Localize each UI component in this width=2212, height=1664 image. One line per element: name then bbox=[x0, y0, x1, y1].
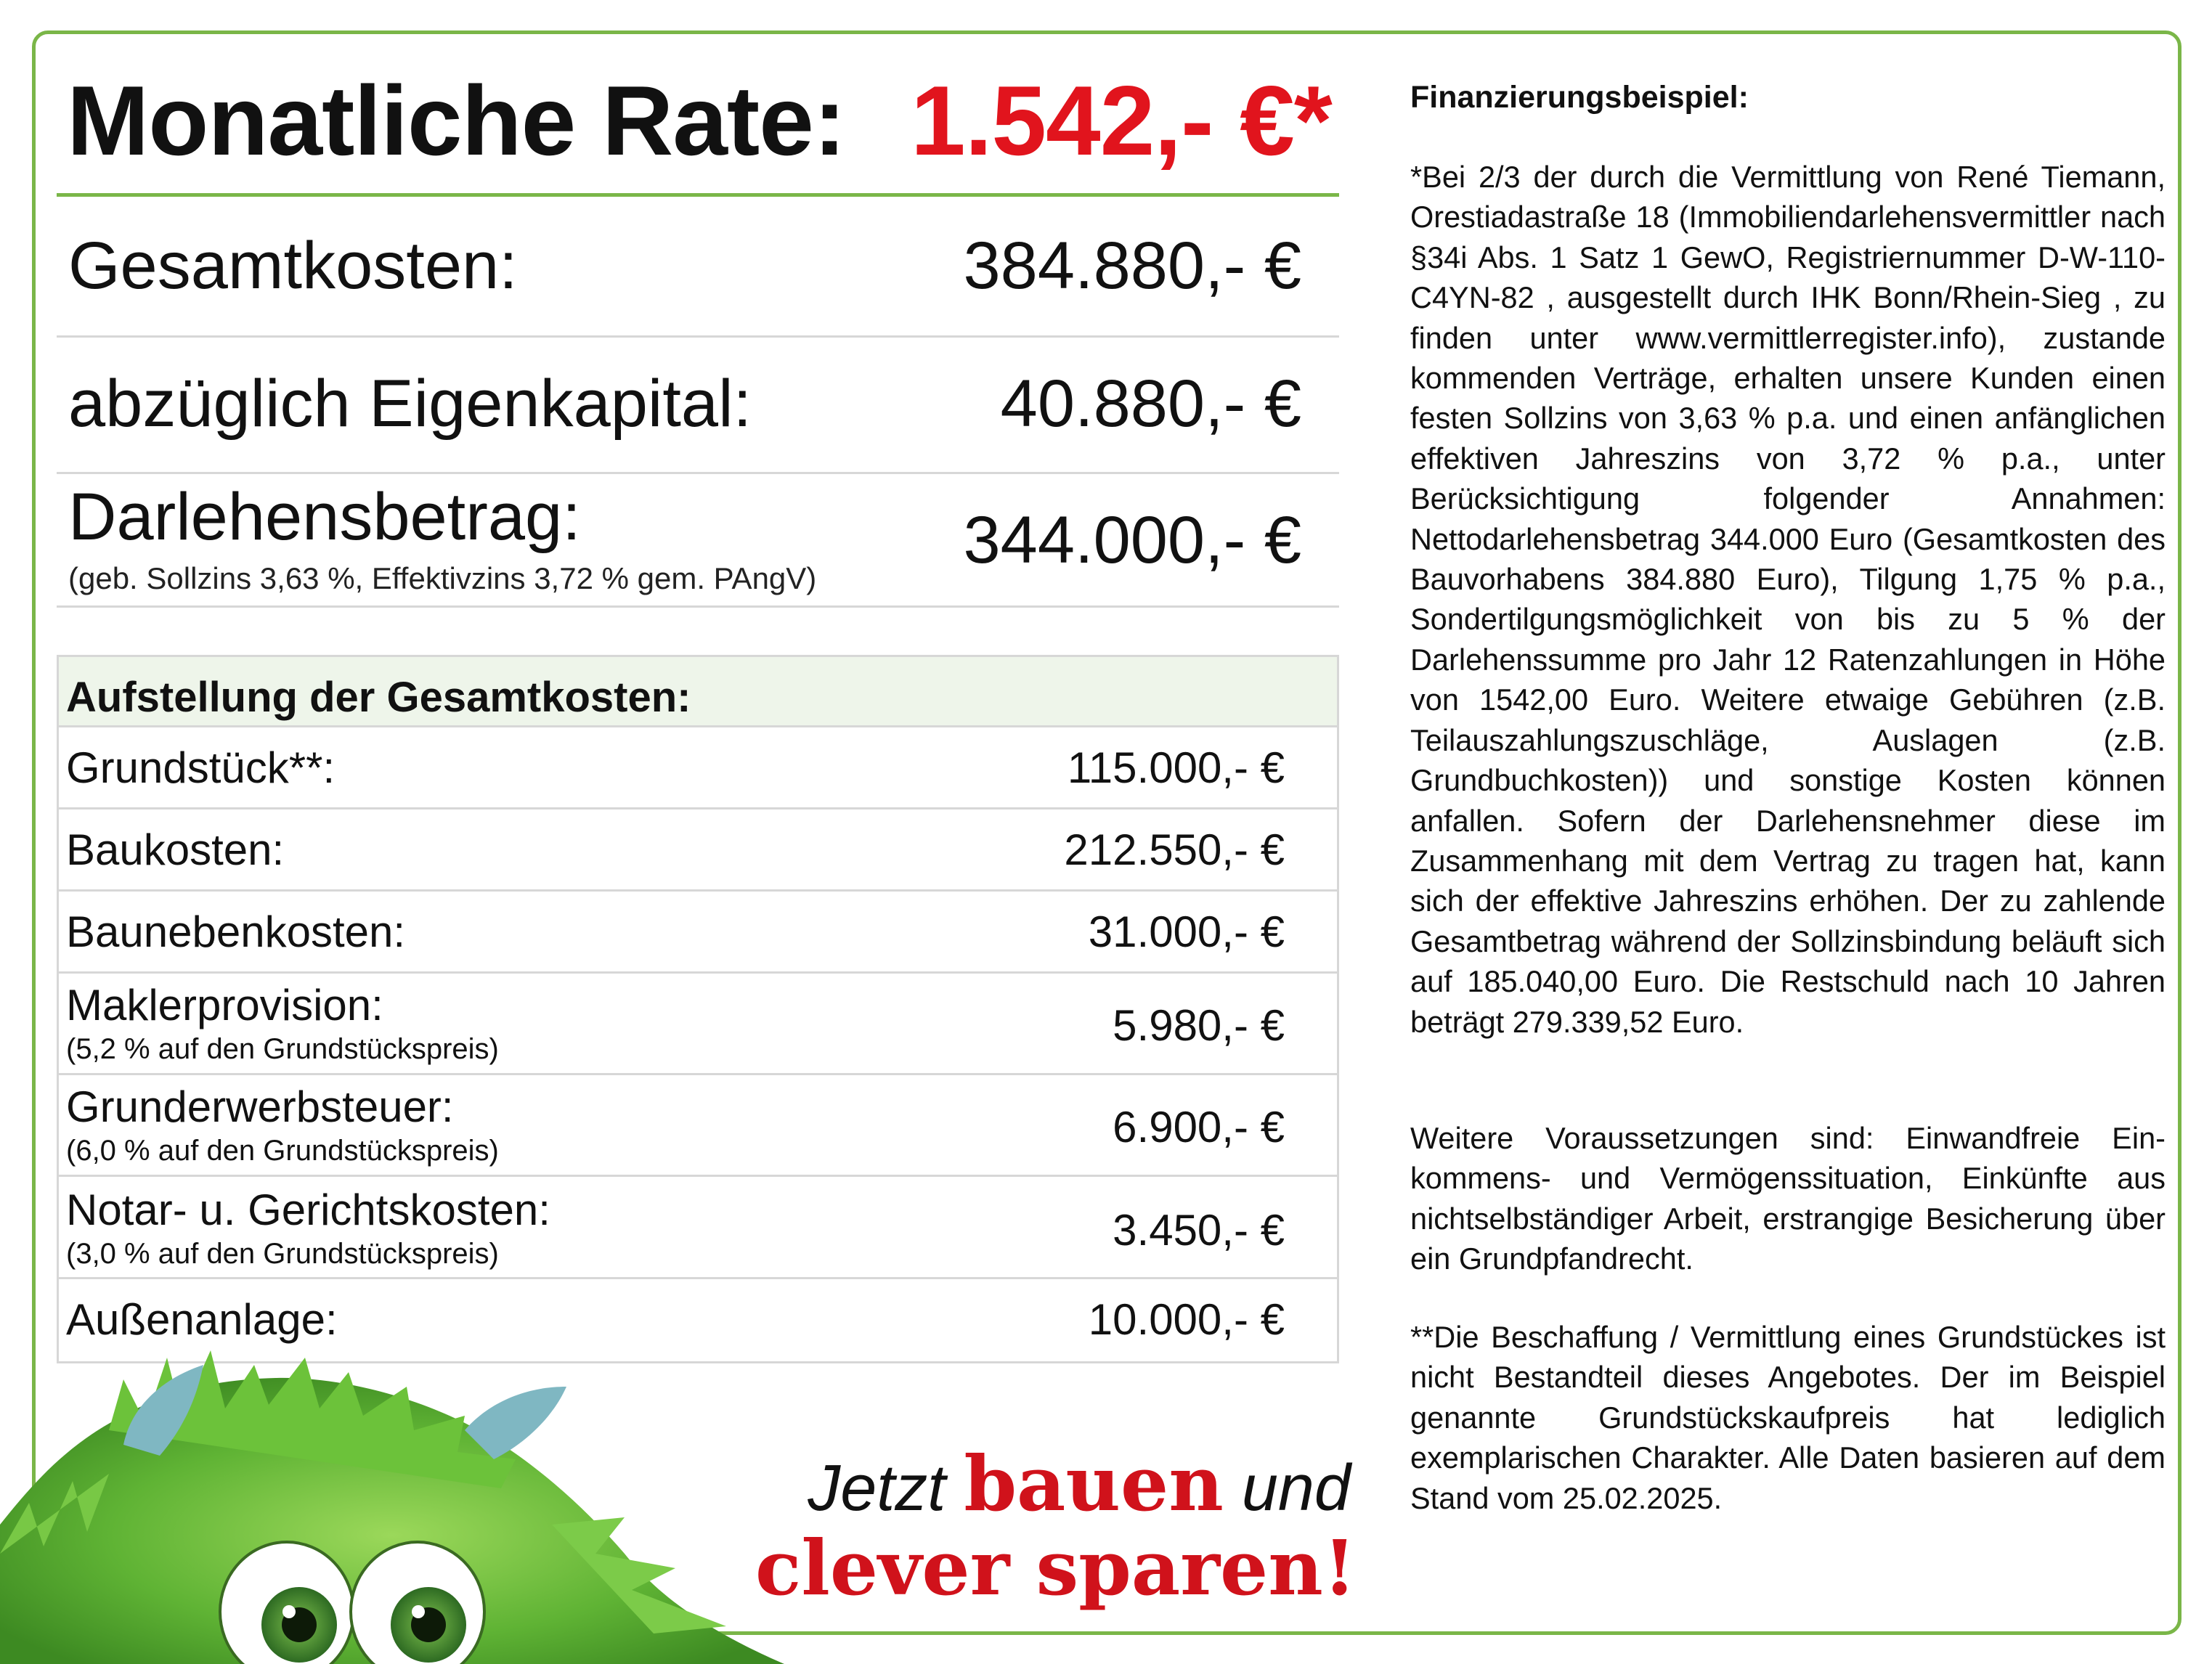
table-row bbox=[59, 892, 1337, 974]
row-label: Grunderwerbsteuer: bbox=[66, 1082, 454, 1131]
slogan-word-bauen: bauen bbox=[964, 1439, 1224, 1528]
row-value: 212.550,- € bbox=[1064, 825, 1285, 874]
table-header bbox=[59, 657, 1337, 727]
financing-paragraph-plot-note: **Die Beschaffung / Vermittlung eines Grundstückes ist nicht Bestandteil dieses Angebotes. Der im Beispiel genannte Grundstückskaufpreis hat lediglich exemplarischen Charakter. Alle Daten basieren auf dem Stand vom 25.02.2025. bbox=[1410, 1320, 2166, 1515]
table-row bbox=[59, 1177, 1337, 1279]
row-note: (5,2 % auf den Grundstückspreis) bbox=[66, 1033, 499, 1065]
monthly-rate-value: 1.542,- €* bbox=[911, 65, 1332, 176]
row-label: Baunebenkosten: bbox=[66, 908, 406, 956]
summary-row-loan bbox=[57, 472, 1339, 608]
summary-row-total-costs bbox=[57, 199, 1339, 338]
slogan-line-2: clever sparen! bbox=[755, 1523, 1357, 1612]
financing-paragraph-requirements: Weitere Voraussetzungen sind: Einwandfreie Einkommens- und Vermögenssituation, Einkünfte aus nichtselbständiger Arbeit, erstrangige Besicherung über ein Grundpfandrecht. bbox=[1410, 1121, 2166, 1276]
table-title: Aufstellung der Gesamtkosten: bbox=[66, 674, 691, 721]
slogan-line-1 bbox=[755, 1439, 1351, 1528]
table-row bbox=[59, 727, 1337, 809]
financing-title: Finanzierungsbeispiel: bbox=[1410, 80, 1749, 115]
equity-value: 40.880,- € bbox=[1000, 367, 1301, 441]
row-label: Außenanlage: bbox=[66, 1295, 338, 1344]
slogan bbox=[755, 1439, 1357, 1612]
slogan-word-jetzt: Jetzt bbox=[808, 1452, 946, 1525]
table-row bbox=[59, 809, 1337, 892]
loan-amount-label: Darlehensbetrag: bbox=[68, 480, 581, 554]
row-value: 10.000,- € bbox=[1088, 1295, 1285, 1344]
row-label: Notar- u. Gerichtskosten: bbox=[66, 1186, 550, 1234]
headline-divider bbox=[57, 193, 1339, 197]
row-value: 31.000,- € bbox=[1088, 908, 1285, 956]
cost-breakdown-table bbox=[57, 655, 1339, 1363]
table-row bbox=[59, 1075, 1337, 1177]
loan-amount-value: 344.000,- € bbox=[963, 503, 1301, 577]
row-note: (3,0 % auf den Grundstückspreis) bbox=[66, 1238, 499, 1270]
row-note: (6,0 % auf den Grundstückspreis) bbox=[66, 1135, 499, 1167]
row-label: Baukosten: bbox=[66, 825, 285, 874]
financing-paragraph-example: *Bei 2/3 der durch die Vermittlung von René Tiemann, Orestiadastraße 18 (Immobiliendarlehensvermittler nach §34i Abs. 1 Satz 1 GewO, Registriernummer D-W-110-C4YN-82 , ausgestellt durch IHK Bonn/Rhein-Sieg , zu finden unter www.vermittlerregister.info), zustande kommenden Verträge, erhalten unsere Kunden einen festen Sollzins von 3,63 % p.a. und einen anfänglichen effektiven Jahreszins von 3,72 % p.a., unter Berücksichtigung folgender Annahmen: Nettodarlehensbetrag 344.000 Euro (Gesamtkosten des Bauvorhabens 384.880 Euro), Tilgung 1,75 % p.a., Sondertilgungsmöglichkeit von bis zu 5 % der Darlehenssumme pro Jahr 12 Ratenzahlungen in Höhe von 1542,00 Euro. Weitere etwaige Gebühren (z.B. Teilauszahlungszuschläge, Auslagen (z.B. Grundbuchkosten)) und sonstige Kosten können anfallen. Sofern der Darlehensnehmer diese im Zusammenhang mit dem Vertrag zu tragen hat, kann sich der effektive Jahreszins erhöhen. Der zu zahlende Gesamtbetrag während der Sollzinsbindung beläuft sich auf 185.040,00 Euro. Die Restschuld nach 10 Jahren beträgt 279.339,52 Euro. bbox=[1410, 160, 2166, 1039]
row-value: 6.900,- € bbox=[1113, 1103, 1285, 1151]
table-row bbox=[59, 974, 1337, 1075]
equity-label: abzüglich Eigenkapital: bbox=[68, 367, 752, 441]
row-value: 115.000,- € bbox=[1067, 743, 1285, 792]
slogan-word-und: und bbox=[1241, 1452, 1351, 1525]
row-value: 5.980,- € bbox=[1113, 1001, 1285, 1050]
total-costs-value: 384.880,- € bbox=[963, 229, 1301, 303]
summary-row-equity bbox=[57, 335, 1339, 474]
row-label: Grundstück**: bbox=[66, 743, 336, 792]
row-value: 3.450,- € bbox=[1113, 1206, 1285, 1255]
total-costs-label: Gesamtkosten: bbox=[68, 229, 518, 303]
loan-amount-note: (geb. Sollzins 3,63 %, Effektivzins 3,72 % gem. PAngV) bbox=[68, 561, 817, 595]
monthly-rate-label: Monatliche Rate: bbox=[67, 65, 846, 176]
green-monster-illustration bbox=[0, 1336, 835, 1664]
row-label: Maklerprovision: bbox=[66, 981, 383, 1029]
